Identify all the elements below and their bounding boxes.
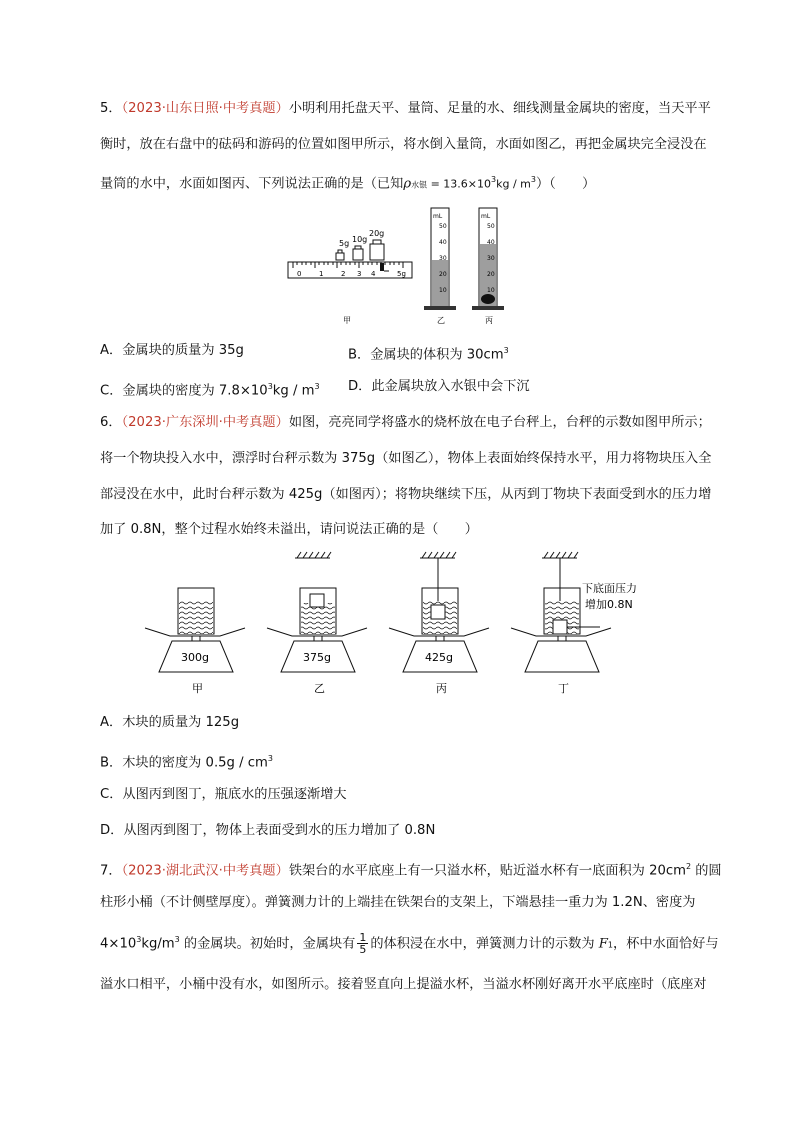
weight-5g (336, 239, 349, 260)
weight-10g (352, 235, 367, 260)
svg-text:丙: 丙 (436, 682, 447, 695)
svg-text:10: 10 (487, 287, 495, 294)
q6-line1: 6．（2023·广东深圳·中考真题）如图，亮亮同学将盛水的烧杯放在电子台秤上，台秤的示数如图甲所示； (100, 415, 711, 430)
svg-text:乙: 乙 (437, 316, 445, 325)
q7-line3: $4\times 10^3kg/m^3$ 的金属块。初始时，金属块有 $\frac{1}{5}$ 的体积浸在水中，弹簧测力计的示数为 F1，杯中水面恰好与 (100, 930, 719, 956)
q5-option-c[interactable]: C．金属块的密度为 $7.8\times 10^3kg / m^3$ (100, 382, 320, 399)
note-pressure-line2: 增加0.8N (585, 598, 633, 611)
q6-source: （2023·广东深圳·中考真题） (121, 415, 289, 430)
svg-text:丁: 丁 (558, 682, 569, 695)
svg-text:丙: 丙 (485, 316, 493, 325)
svg-text:5g: 5g (397, 270, 406, 278)
q6-line3: 部浸没在水中，此时台秤示数为 425g（如图丙）；将物块继续下压，从丙到丁物块下表面受到水的压力增 (100, 487, 712, 502)
q5-option-a[interactable]: A．金属块的质量为 35g (100, 343, 244, 358)
scale-yi (267, 552, 367, 695)
q5-option-d[interactable]: D．此金属块放入水银中会下沉 (348, 379, 530, 394)
svg-text:2: 2 (341, 270, 346, 278)
svg-text:3: 3 (357, 270, 362, 278)
q6-option-c[interactable]: C．从图丙到图丁，瓶底水的压强逐渐增大 (100, 787, 347, 802)
svg-text:50: 50 (487, 223, 495, 230)
svg-text:40: 40 (439, 239, 447, 246)
fraction-one-fifth: $\frac{1}{5}$ (359, 930, 367, 956)
weight-20g (369, 229, 384, 260)
q7-source: （2023·湖北武汉·中考真题） (121, 863, 289, 879)
scale-ding (511, 552, 637, 695)
note-pressure-line1: 下底面压力 (582, 582, 637, 595)
q7-number: 7． (100, 863, 122, 879)
q6-option-b[interactable]: B．木块的密度为 $0.5g / cm^3$ (100, 754, 273, 771)
svg-text:375g: 375g (303, 651, 331, 664)
q5-line1: 5．（2023·山东日照·中考真题）小明利用托盘天平、量筒、足量的水、细线测量金属块的密度，当天平平 (100, 101, 711, 116)
q6-line2: 将一个物块投入水中，漂浮时台秤示数为 375g（如图乙），物体上表面始终保持水平，用力将物块压入全 (100, 451, 712, 466)
q5-source: （2023·山东日照·中考真题） (121, 101, 289, 116)
q6-line4: 加了 0.8N，整个过程水始终未溢出，请问说法正确的是（ ） (100, 522, 478, 537)
svg-text:425g: 425g (425, 651, 453, 664)
q7-line4: 溢水口相平，小桶中没有水，如图所示。接着竖直向上提溢水杯，当溢水杯刚好离开水平底座时（底座对 (100, 977, 707, 992)
scale-bing (389, 552, 489, 695)
rho-symbol: ρ (403, 176, 412, 192)
q7-line2: 柱形小桶（不计侧壁厚度）。弹簧测力计的上端挂在铁架台的支架上，下端悬挂一重力为 1.2N、密度为 (100, 895, 696, 910)
svg-text:20g: 20g (369, 229, 385, 238)
svg-text:1: 1 (319, 270, 324, 278)
svg-text:mL: mL (433, 213, 443, 220)
q6-option-a[interactable]: A．木块的质量为 125g (100, 715, 240, 730)
q6-figure (140, 550, 640, 700)
q5-option-b[interactable]: B．金属块的体积为 $30cm^3$ (348, 346, 509, 363)
cylinder-bing (472, 208, 504, 325)
svg-text:乙: 乙 (314, 682, 325, 695)
label-jia: 甲 (343, 316, 351, 325)
q5-figure (283, 198, 513, 332)
q5-line3: 量筒的水中，水面如图丙、下列说法正确的是（已知ρ水银 = $13.6\times 10^3kg / m^3$）（ ） (100, 175, 596, 192)
svg-text:20: 20 (439, 271, 447, 278)
svg-text:50: 50 (439, 223, 447, 230)
q5-line2: 衡时，放在右盘中的砝码和游码的位置如图甲所示，将水倒入量筒，水面如图乙，再把金属块完全浸没在 (100, 137, 707, 152)
q5-number: 5． (100, 101, 122, 116)
svg-text:4: 4 (371, 270, 376, 278)
q6-option-d[interactable]: D．从图丙到图丁，物体上表面受到水的压力增加了 0.8N (100, 823, 436, 838)
svg-text:mL: mL (481, 213, 491, 220)
svg-text:10g: 10g (352, 235, 368, 244)
svg-text:300g: 300g (181, 651, 209, 664)
q6-number: 6． (100, 415, 122, 430)
svg-text:30: 30 (439, 255, 447, 262)
svg-text:甲: 甲 (192, 682, 203, 695)
svg-text:0: 0 (297, 270, 302, 278)
svg-text:30: 30 (487, 255, 495, 262)
svg-text:10: 10 (439, 287, 447, 294)
svg-text:40: 40 (487, 239, 495, 246)
rider-ruler (288, 262, 412, 278)
svg-text:5g: 5g (339, 239, 350, 248)
scale-jia (145, 588, 245, 695)
svg-text:20: 20 (487, 271, 495, 278)
q7-line1: 7．（2023·湖北武汉·中考真题）铁架台的水平底座上有一只溢水杯，贴近溢水杯有一底面积为 $20cm^2$ 的圆 (100, 862, 722, 879)
cylinder-yi (424, 208, 456, 325)
